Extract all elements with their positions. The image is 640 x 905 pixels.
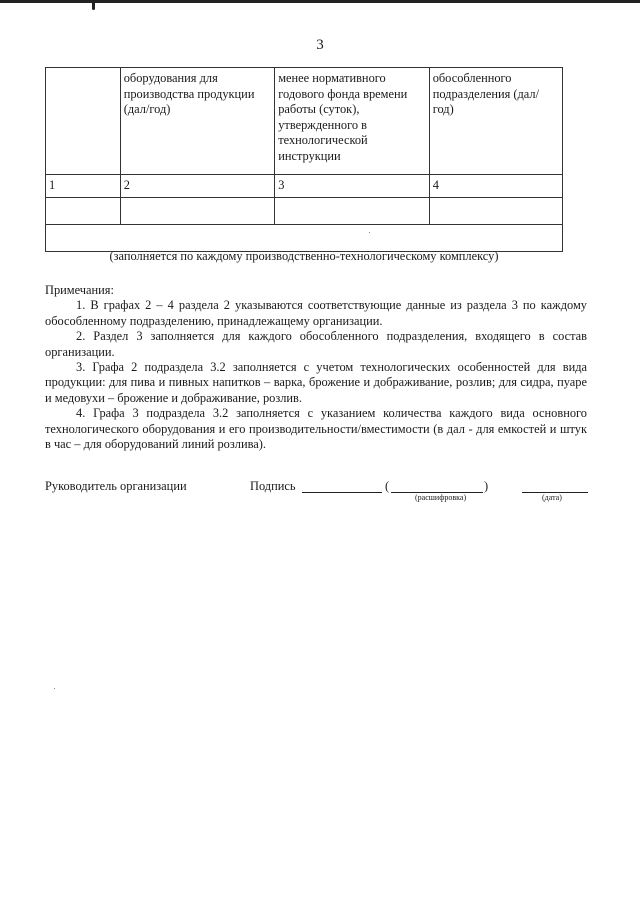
signature-line bbox=[302, 492, 382, 493]
table-cell-merged bbox=[46, 225, 563, 252]
note-item-1: 1. В графах 2 – 4 раздела 2 указываются соответствующие данные из раздела 3 по каждому обособленному подразделению, принадлежащему организации. bbox=[45, 298, 587, 328]
head-of-organization-label: Руководитель организации bbox=[45, 479, 187, 493]
table-caption: (заполняется по каждому производственно-технологическому комплексу) bbox=[109, 249, 499, 263]
scan-mark bbox=[92, 2, 95, 10]
notes-section bbox=[45, 283, 587, 452]
column-number-1: 1 bbox=[46, 175, 121, 198]
page-number: 3 bbox=[316, 37, 324, 53]
table-cell bbox=[429, 198, 562, 225]
table-cell bbox=[46, 198, 121, 225]
column-number-3: 3 bbox=[275, 175, 429, 198]
table-row bbox=[46, 198, 563, 225]
note-item-3: 3. Графа 2 подраздела 3.2 заполняется с учетом технологических особенностей для вида продукции: для пива и пивных напитков – варка, брожение и дображивание, розлив; для сидра, пуаре и медовухи – брожение и дображивание, розлив. bbox=[45, 360, 587, 405]
scan-speck bbox=[54, 688, 55, 689]
header-cell-1 bbox=[46, 68, 121, 175]
capacity-table bbox=[45, 67, 563, 252]
close-paren: ) bbox=[484, 479, 489, 493]
date-hint: (дата) bbox=[542, 493, 562, 502]
header-cell-2: оборудования для производства продукции (дал/год) bbox=[120, 68, 274, 175]
table-header-row bbox=[46, 68, 563, 175]
table-row-merged bbox=[46, 225, 563, 252]
notes-title: Примечания: bbox=[45, 283, 114, 297]
signature-block bbox=[45, 479, 605, 509]
header-cell-4: обособленного подразделения (дал/год) bbox=[429, 68, 562, 175]
note-item-2: 2. Раздел 3 заполняется для каждого обособленного подразделения, входящего в состав организации. bbox=[45, 329, 587, 359]
open-paren: ( bbox=[385, 479, 390, 493]
signature-label: Подпись bbox=[250, 479, 296, 493]
note-item-4: 4. Графа 3 подраздела 3.2 заполняется с указанием количества каждого вида основного технологического оборудования и его производительности/вместимости (в дал - для емкостей и штук в час – для оборудований линий розлива). bbox=[45, 406, 587, 452]
header-cell-3: менее нормативного годового фонда времени работы (суток), утвержденного в технологической инструкции bbox=[275, 68, 429, 175]
column-number-4: 4 bbox=[429, 175, 562, 198]
table-cell bbox=[275, 198, 429, 225]
scan-top-edge bbox=[0, 0, 640, 3]
column-numbers-row bbox=[46, 175, 563, 198]
scan-speck bbox=[369, 232, 370, 233]
column-number-2: 2 bbox=[120, 175, 274, 198]
decoding-hint: (расшифровка) bbox=[415, 493, 467, 502]
table-cell bbox=[120, 198, 274, 225]
